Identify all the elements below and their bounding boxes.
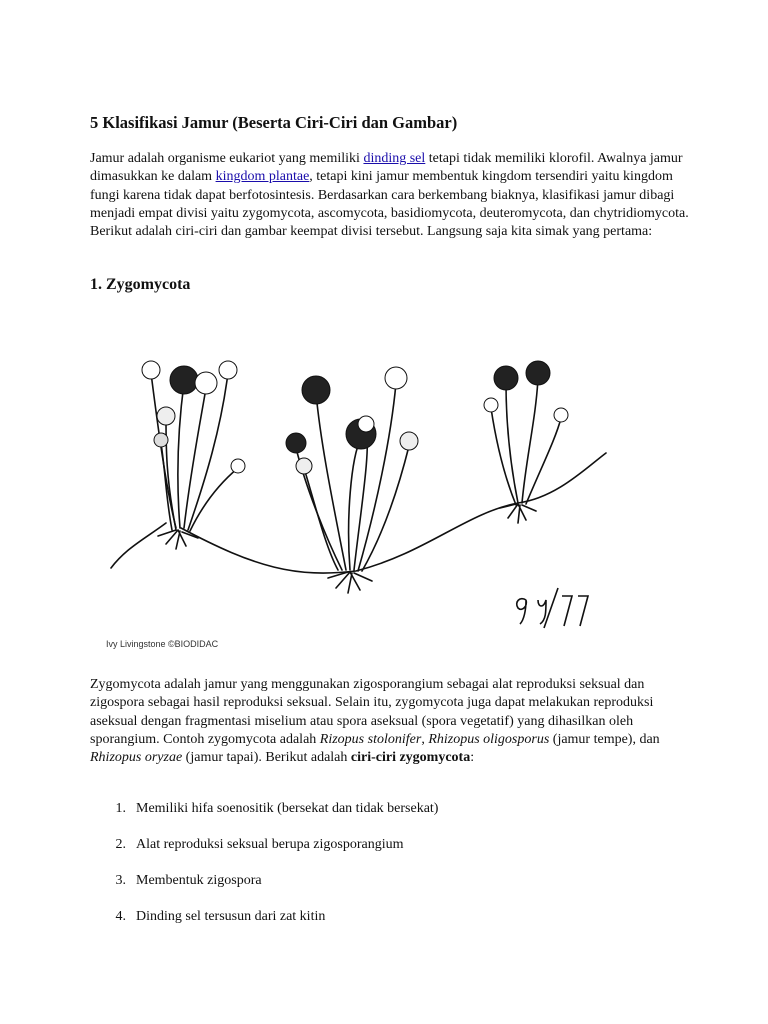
- body-text-2: ,: [421, 731, 429, 747]
- intro-text-1: Jamur adalah organisme eukariot yang memiliki: [90, 151, 364, 166]
- list-text: Membentuk zigospora: [136, 873, 262, 888]
- ciri-ciri-label: ciri-ciri zygomycota: [350, 750, 471, 766]
- body-text-3: (jamur tempe), dan: [549, 731, 660, 747]
- signature-mark: [517, 588, 588, 628]
- zygomycota-illustration: [106, 338, 666, 660]
- body-text-1: Zygomycota adalah jamur yang menggunakan zigosporangium sebagai alat reproduksi seksual dan zigospora sebagai hasil reproduksi seksual. Selain itu, zygomycota juga dapat melakukan reproduksi aseksual dengan fragmentasi miselium atau spora aseksual (spora vegetatif) yang dihasilkan oleh sporangium. Contoh zygomycota adalah: [90, 677, 654, 747]
- list-number: 1.: [115, 801, 126, 816]
- species-rhizopus-oligosporus: Rhizopus oligosporus: [428, 731, 550, 747]
- list-item: [90, 909, 438, 945]
- list-text: Memiliki hifa soenositik (bersekat dan tidak bersekat): [136, 801, 439, 816]
- figure-caption: Ivy Livingstone ©BIODIDAC: [106, 639, 219, 649]
- list-item: [90, 873, 438, 909]
- ciri-ciri-list: [90, 801, 438, 945]
- body-text-4: (jamur tapai). Berikut adalah: [182, 750, 351, 766]
- list-item: [90, 801, 438, 837]
- list-text: Dinding sel tersusun dari zat kitin: [136, 909, 326, 924]
- link-kingdom-plantae[interactable]: kingdom plantae: [215, 169, 310, 185]
- intro-text-2: tetapi tidak memiliki klorofil. Awalnya jamur dimasukkan ke dalam: [90, 151, 683, 185]
- list-number: 3.: [115, 873, 126, 888]
- list-text: Alat reproduksi seksual berupa zigosporangium: [136, 837, 404, 852]
- rhizopus-drawing: [106, 338, 626, 638]
- section-heading: 1. Zygomycota: [90, 276, 191, 293]
- intro-paragraph: [90, 150, 690, 241]
- list-number: 2.: [115, 837, 126, 852]
- article-title: 5 Klasifikasi Jamur (Beserta Ciri-Ciri dan Gambar): [90, 113, 458, 132]
- list-item: [90, 837, 438, 873]
- species-rhizopus-oryzae: Rhizopus oryzae: [90, 750, 183, 766]
- zygomycota-paragraph: [90, 676, 690, 767]
- list-number: 4.: [115, 909, 126, 924]
- link-dinding-sel[interactable]: dinding sel: [363, 151, 426, 166]
- body-text-5: :: [470, 750, 475, 766]
- intro-text-3: , tetapi kini jamur membentuk kingdom tersendiri yaitu kingdom fungi karena tidak dapat berfotosintesis. Berdasarkan cara berkembang biaknya, klasifikasi jamur dibagi menjadi empat divisi yaitu zygomycota, ascomycota, basidiomycota, deuteromycota, dan chytridiomycota. Berikut adalah ciri-ciri dan gambar keempat divisi tersebut. Langsung saja kita simak yang pertama:: [90, 169, 689, 240]
- species-rizopus-stolonifer: Rizopus stolonifer: [319, 731, 422, 747]
